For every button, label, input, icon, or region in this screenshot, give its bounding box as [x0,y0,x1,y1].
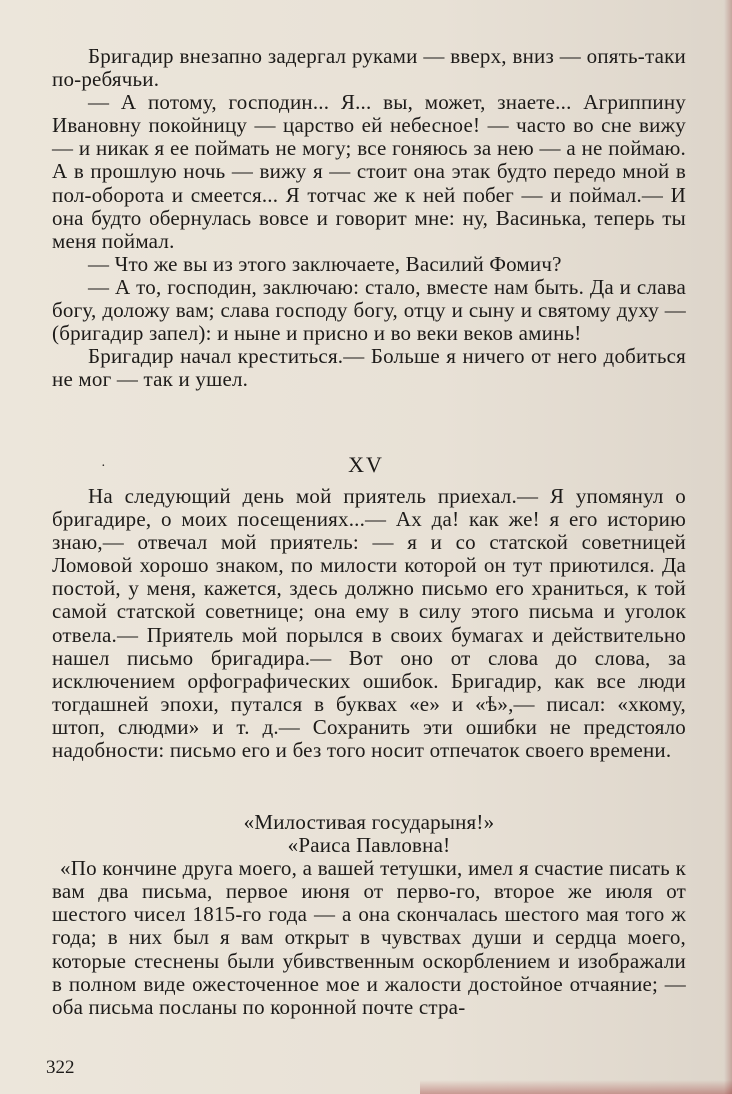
paragraph-friend-arrives: На следующий день мой приятель приехал.— Я упомянул о бригадире, о моих посещениях...— Ах да! как же! я его историю знаю,— отвечал мой приятель: — я и со статской советницей Ломовой хорошо знаком, по милости которой он тут приютился. Да постой, у меня, кажется, здесь должно письмо его храниться, к той самой статской советнице; она ему в силу этого письма и уголок отвела.— Приятель мой порылся в своих бумагах и действительно нашел письмо бригадира.— Вот оно от слова до слова, за исключением орфографических ошибок. Бригадир, как все люди тогдашней эпохи, путался в буквах «е» и «ѣ»,— писал: «хкому, штоп, слюдми» и т. д.— Сохранить эти ошибки не предстояло надобности: письмо его и без того носит отпечаток своего времени. [52,484,686,763]
paragraph-crossing: Бригадир начал креститься.— Больше я ничего от него добиться не мог — так и ушел. [52,344,686,392]
stray-mark: · [101,459,106,474]
page-edge-shadow [724,0,732,1094]
letter-salutation-name: «Раиса Павловна! [287,833,451,858]
page-bottom-edge [420,1080,732,1094]
letter-body: «По кончине друга моего, а вашей тетушки, имел я счастие писать к вам два письма, первое июня от перво-го, второе же июля от шестого чисел 1815-го года — а она скончалась шестого мая того ж года; в них был я вам открыт в чувствах души и сердца моего, которые стеснены были убивственным оскорблением и изображали в полном виде ожесточенное мое и жалости достойное отчаяние; — оба письма посланы по коронной почте стра- [52,856,686,1019]
paragraph-answer: — А то, господин, заключаю: стало, вместе нам быть. Да и слава богу, доложу вам; слава господу богу, отцу и сыну и святому духу — (бригадир запел): и ныне и присно и во веки веков аминь! [52,274,686,346]
middle-text [52,485,686,762]
paragraph-brigadier-gesture: Бригадир внезапно задергал руками — вверх, вниз — опять-таки по-ребячьи. [52,44,686,92]
letter-text [52,811,686,1019]
paragraph-brigadier-dream: — А потому, господин... Я... вы, может, знаете... Агриппину Ивановну покойницу — царство ей небесное! — часто во сне вижу — и никак я ее поймать не могу; все гоняюсь за нею — а не поймаю. А в прошлую ночь — вижу я — стоит она этак будто передо мной в пол-оборота и смеется... Я тотчас же к ней побег — и поймал.— И она будто обернулась вовсе и говорит мне: ну, Васинька, теперь ты меня поймал. [52,90,686,253]
chapter-heading: XV [348,452,384,477]
top-text [52,45,686,391]
page-number: 322 [46,1057,75,1078]
paragraph-question: — Что же вы из этого заключаете, Василий Фомич? [88,251,562,276]
letter-salutation-formal: «Милостивая государыня!» [243,810,495,834]
